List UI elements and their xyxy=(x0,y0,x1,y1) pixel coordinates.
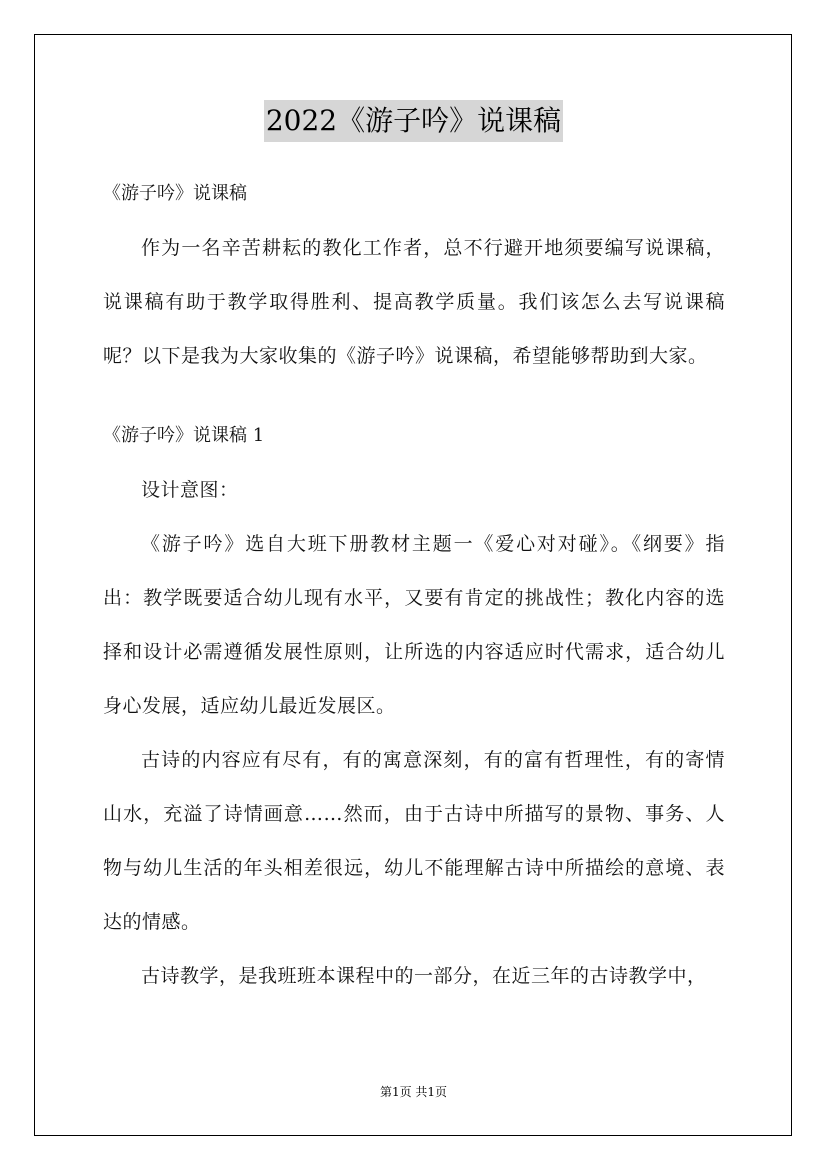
paragraph-3: 古诗教学，是我班班本课程中的一部分，在近三年的古诗教学中， xyxy=(141,965,707,987)
section-heading: 《游子吟》说课稿 1 xyxy=(103,425,265,446)
design-label: 设计意图： xyxy=(141,479,239,501)
spacer xyxy=(103,213,725,221)
document-body xyxy=(103,175,725,1003)
paragraph-2: 古诗的内容应有尽有，有的寓意深刻，有的富有哲理性，有的寄情山水，充溢了诗情画意……然而，由于古诗中所描写的景物、事务、人物与幼儿生活的年头相差很远，幼儿不能理解古诗中所描绘的意境、表达的情感。 xyxy=(103,749,725,933)
spacer xyxy=(103,455,725,463)
page-footer: 第1页 共1页 xyxy=(379,1085,448,1099)
paragraph-1: 《游子吟》选自大班下册教材主题一《爱心对对碰》。《纲要》指出：教学既要适合幼儿现有水平，又要有肯定的挑战性；教化内容的选择和设计必需遵循发展性原则，让所选的内容适应时代需求，适合幼儿身心发展，适应幼儿最近发展区。 xyxy=(103,533,725,717)
spacer xyxy=(103,383,725,417)
document-subtitle: 《游子吟》说课稿 xyxy=(103,183,247,204)
intro-paragraph: 作为一名辛苦耕耘的教化工作者，总不行避开地须要编写说课稿，说课稿有助于教学取得胜利、提高教学质量。我们该怎么去写说课稿呢？以下是我为大家收集的《游子吟》说课稿，希望能够帮助到大家。 xyxy=(103,237,725,367)
document-title: 2022《游子吟》说课稿 xyxy=(264,100,563,142)
title-container xyxy=(0,100,827,142)
